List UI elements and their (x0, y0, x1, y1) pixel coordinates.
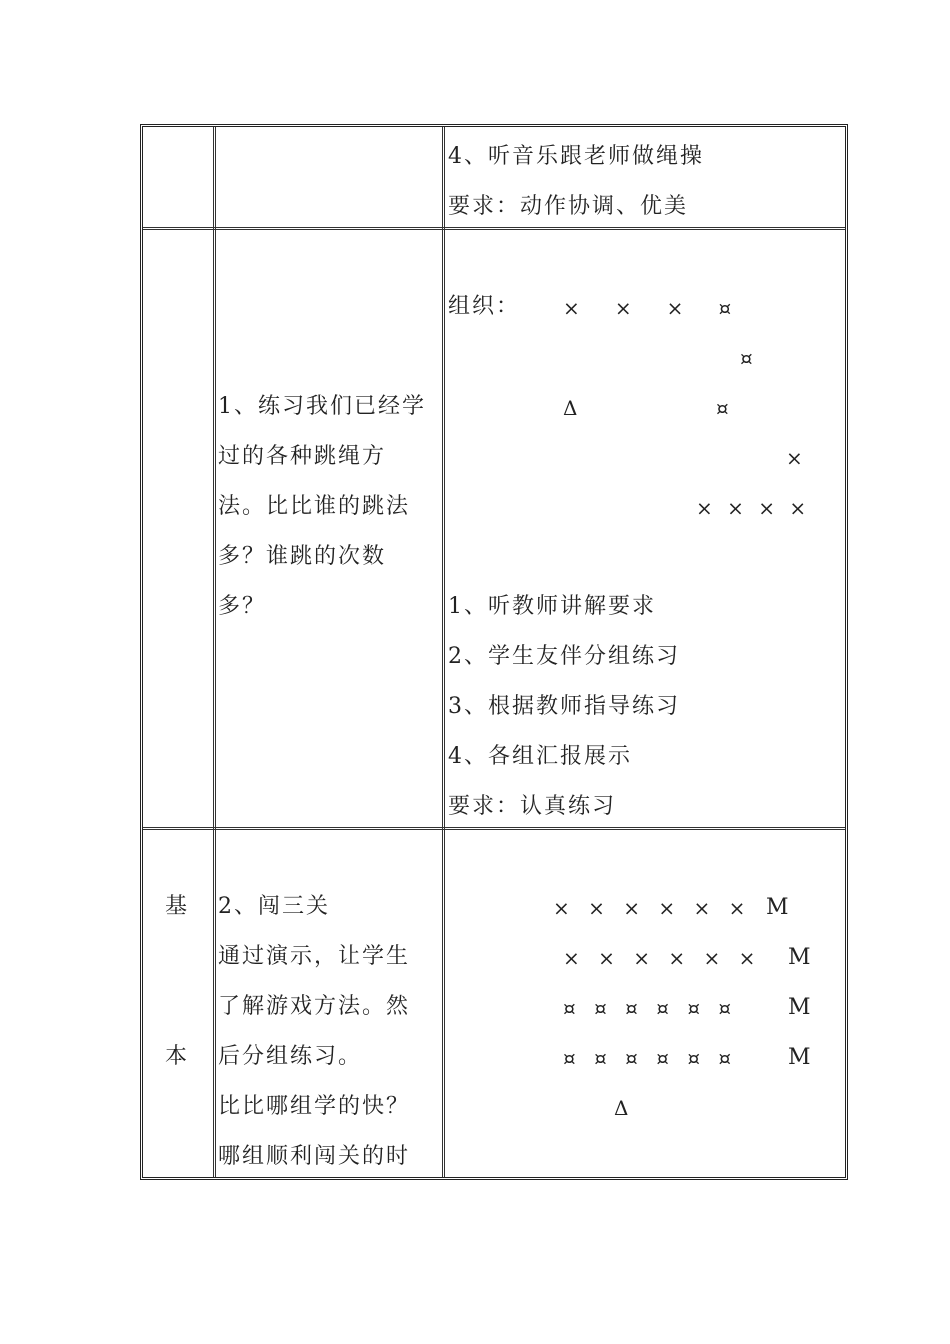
activity-line: 后分组练习。 (218, 1044, 363, 1069)
step-line: 2、学生友伴分组练习 (448, 644, 680, 669)
formation-row: ¤ ¤ ¤ ¤ ¤ ¤ (563, 996, 738, 1020)
activity-line: 过的各种跳绳方 (218, 444, 387, 469)
formation-row: ¤ ¤ ¤ ¤ ¤ ¤ (563, 1046, 738, 1070)
formation-line: × × × ¤ (563, 296, 736, 320)
lesson-plan-table (140, 124, 848, 1180)
teacher-mark: Δ (563, 396, 584, 420)
section-char: 本 (165, 1044, 190, 1069)
row1-line: 4、听音乐跟老师做绳操 (448, 144, 704, 169)
activity-line: 多？ (218, 594, 267, 619)
row1-line: 要求：动作协调、优美 (448, 194, 689, 219)
formation-mark: × (786, 446, 809, 470)
activity-line: 法。比比谁的跳法 (218, 494, 411, 519)
activity-line: 通过演示，让学生 (218, 944, 411, 969)
formation-mark: ¤ (716, 396, 735, 420)
column-divider (213, 127, 216, 1177)
activity-line: 了解游戏方法。然 (218, 994, 411, 1019)
formation-mark: ¤ (740, 346, 759, 370)
step-line: 1、听教师讲解要求 (448, 594, 656, 619)
formation-row: × × × × × × (553, 896, 752, 920)
step-line: 要求：认真练习 (448, 794, 617, 819)
column-divider (442, 127, 445, 1177)
section-char: 基 (165, 894, 190, 919)
formation-row: × × × × × × (563, 946, 762, 970)
step-line: 3、根据教师指导练习 (448, 694, 680, 719)
activity-line: 1、练习我们已经学 (218, 394, 426, 419)
activity-line: 2、闯三关 (218, 894, 330, 919)
activity-line: 多？谁跳的次数 (218, 544, 387, 569)
formation-end-mark: M (788, 1045, 817, 1070)
teacher-mark: Δ (614, 1096, 635, 1120)
step-line: 4、各组汇报展示 (448, 744, 632, 769)
organization-label: 组织： (448, 294, 521, 319)
activity-line: 比比哪组学的快？ (218, 1094, 411, 1119)
formation-line: × × × × (696, 496, 811, 520)
row-divider (143, 227, 845, 230)
formation-end-mark: M (788, 945, 817, 970)
formation-end-mark: M (788, 995, 817, 1020)
formation-end-mark: M (766, 895, 795, 920)
row-divider (143, 827, 845, 830)
activity-line: 哪组顺利闯关的时 (218, 1144, 411, 1169)
